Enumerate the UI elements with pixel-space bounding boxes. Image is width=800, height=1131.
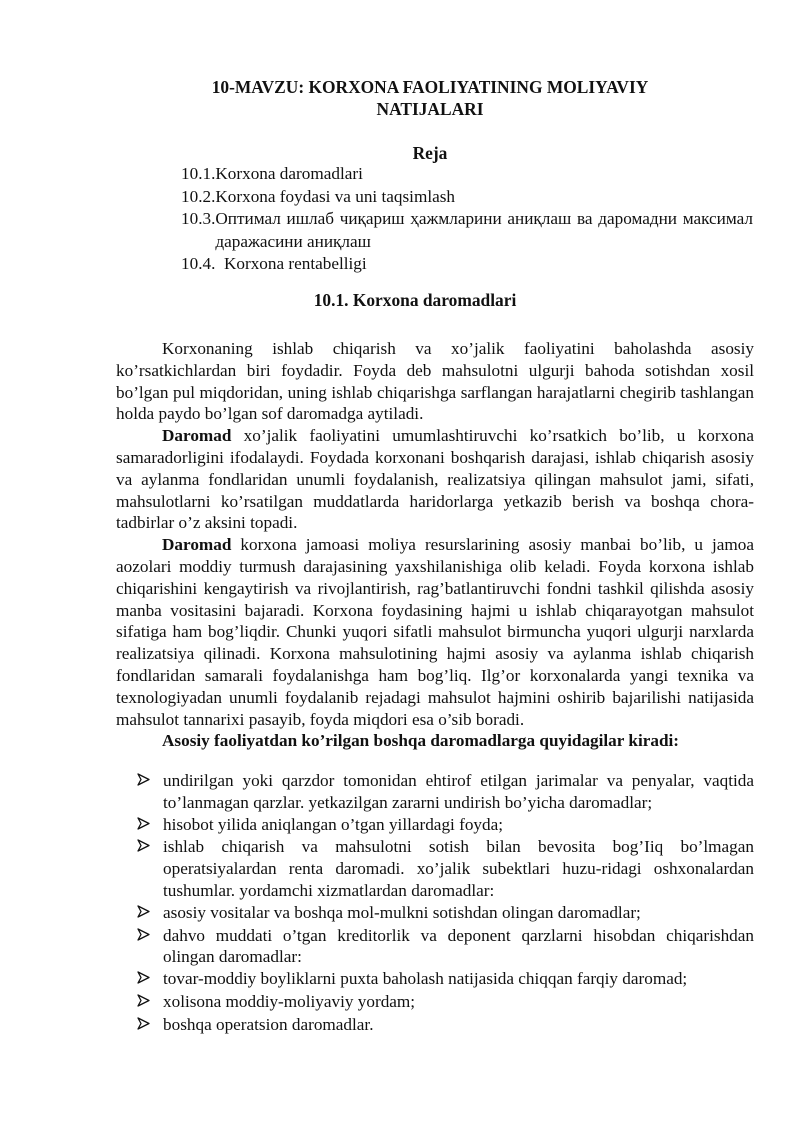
list-item — [137, 902, 754, 925]
list-item-text: ishlab chiqarish va mahsulotni sotish bilan bevosita bog’Iiq bo’lmagan operatsiyalardan renta daromadi. xo’jalik subektlari huzu-ridagi oshxonalardan tushumlar. yordamchi xizmatlardan daromadlar: — [163, 837, 754, 900]
list-item — [137, 925, 754, 969]
arrowhead-bullet-icon — [137, 925, 163, 969]
list-item — [137, 836, 754, 901]
arrowhead-bullet-icon — [137, 770, 163, 814]
list-item-text: dahvo muddati o’tgan kreditorlik va deponent qarzlarni hisobdan chiqarishdan olingan daromadlar: — [163, 925, 754, 967]
plan-item-text: Korxona rentabelligi — [223, 254, 367, 273]
title-line-1: 10-MAVZU: KORXONA FAOLIYATINING MOLIYAVIY — [211, 77, 649, 97]
arrowhead-bullet-icon — [137, 968, 163, 991]
list-item-text: xolisona moddiy-moliyaviy yordam; — [163, 991, 416, 1011]
paragraph — [116, 338, 754, 425]
list-item — [137, 968, 754, 991]
arrowhead-bullet-icon — [137, 1014, 163, 1037]
arrowhead-bullet-icon — [137, 836, 163, 901]
list-item — [137, 814, 754, 837]
plan-item-number: 10.3. — [181, 209, 216, 228]
plan-item — [181, 186, 753, 209]
plan-item — [181, 163, 753, 186]
arrowhead-bullet-icon — [137, 991, 163, 1014]
plan-heading: Reja — [412, 143, 448, 163]
section-heading: 10.1. Korxona daromadlari — [313, 290, 517, 310]
bullet-list — [137, 770, 754, 1037]
list-item — [137, 1014, 754, 1037]
list-item-text: hisobot yilida aniqlangan o’tgan yillardagi foyda; — [163, 814, 504, 834]
arrowhead-bullet-icon — [137, 814, 163, 837]
page-title — [150, 76, 710, 120]
plan-item-number: 10.2. — [181, 186, 216, 206]
list-item-text: boshqa operatsion daromadlar. — [163, 1014, 374, 1034]
paragraph-lead: Daromad — [162, 535, 232, 555]
plan-item — [181, 253, 753, 276]
paragraph-text: Korxonaning ishlab chiqarish va xo’jalik faoliyatini baholashda asosiy ko’rsatkichlardan biri foydadir. Foyda deb mahsulotni ulgurji bahoda sotishdan xosil bo’lgan pul miqdoridan, uning ishlab chiqarishga sarflangan harajatlarni chegirib tashlangan holda paydo bo’lgan sof daromadga aytiladi. — [116, 339, 754, 424]
plan-item-number: 10.1. — [181, 164, 216, 183]
body-text — [116, 338, 754, 752]
plan-item-text: Оптимал ишлаб чиқариш ҳажмларини аниқлаш ва даромадни максимал даражасини аниқлаш — [215, 209, 753, 251]
arrowhead-bullet-icon — [137, 902, 163, 925]
list-item-text: tovar-moddiy boyliklarni puxta baholash natijasida chiqqan farqiy daromad; — [163, 969, 688, 989]
list-item-text: asosiy vositalar va boshqa mol-mulkni sotishdan olingan daromadlar; — [163, 902, 641, 922]
plan-item-number: 10.4. — [181, 254, 224, 273]
paragraph-lead: Daromad — [162, 426, 232, 446]
title-line-2: NATIJALARI — [376, 99, 484, 119]
paragraph-text: xo’jalik faoliyatini umumlashtiruvchi ko’rsatkich bo’lib, u korxona samaradorligini ifodalaydi. Foydada korxonani boshqarish darajasi, ishlab chiqarish asosiy va aylanma fondlaridan unumli foydalanish, realizatsiya qilingan mahsulot jami, sifati, mahsulotlarni ko’rsatilgan muddatlarda haridorlarga yetkazib berish va boshqa chora-tadbirlar o’z aksini topadi. — [116, 426, 754, 533]
plan-list — [181, 163, 753, 276]
list-item — [137, 770, 754, 814]
list-item-text: undirilgan yoki qarzdor tomonidan ehtirof etilgan jarimalar va penyalar, vaqtida to’lanmagan qarzlar. yetkazilgan zararni undirish bo’yicha daromadlar; — [163, 771, 754, 812]
plan-item-text: Korxona foydasi va uni taqsimlash — [215, 186, 456, 206]
paragraph — [116, 534, 754, 730]
paragraph-text: korxona jamoasi moliya resurslarining asosiy manbai bo’lib, u jamoa aozolari moddiy turmush darajasining yaxshilanishiga olib keladi. Foyda korxona ishlab chiqarishini kengaytirish va rivojlantirish, rag’batlantiruvchi fondni tashkil qilishda asosiy manba vositasini bajaradi. Korxona foydasining hajmi u ishlab chiqarayotgan mahsulot sifatiga ham bog’liqdir. Chunki yuqori sifatli mahsulot birmuncha yuqori ulgurji narxlarda realizatsiya qilinadi. Korxona mahsulotining hajmi asosiy va aylanma ishlab chiqarish fondlaridan samarali foydalanishga ham bog’liq. Ilg’or korxonalarda yangi texnika va texnologiyadan unumli foydalanib rejadagi mahsulot hajmini oshirib bajarilishi natijasida mahsulot tannarixi pasayib, foyda miqdori esa o’sib boradi. — [116, 535, 754, 729]
plan-item — [181, 208, 753, 253]
list-item — [137, 991, 754, 1014]
list-heading: Asosiy faoliyatdan ko’rilgan boshqa daromadlarga quyidagilar kiradi: — [162, 731, 680, 751]
paragraph — [116, 425, 754, 534]
plan-item-text: Korxona daromadlari — [215, 164, 363, 183]
